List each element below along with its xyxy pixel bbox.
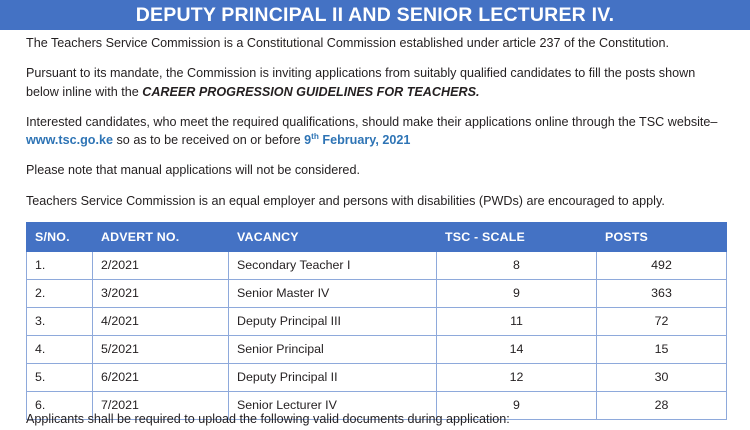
cell-vacancy: Secondary Teacher I bbox=[229, 251, 437, 279]
adverts-table bbox=[26, 222, 727, 420]
column-header-sno: S/NO. bbox=[27, 222, 93, 251]
cell-sno: 5. bbox=[27, 363, 93, 391]
cell-sno: 6. bbox=[27, 391, 93, 419]
header-banner bbox=[0, 0, 750, 30]
cell-tsc-scale: 9 bbox=[437, 391, 597, 419]
mandate-text: Pursuant to its mandate, the Commission is inviting applications from suitably qualified candidates to fill the posts shown below inline with the bbox=[26, 66, 696, 99]
cell-posts: 72 bbox=[597, 307, 727, 335]
cell-tsc-scale: 12 bbox=[437, 363, 597, 391]
cell-posts: 363 bbox=[597, 279, 727, 307]
equal-employer-note: Teachers Service Commission is an equal employer and persons with disabilities (PWDs) are encouraged to apply. bbox=[26, 193, 665, 208]
cell-advert-no: 7/2021 bbox=[93, 391, 229, 419]
deadline-month-year: February, 2021 bbox=[318, 133, 411, 148]
cell-vacancy: Senior Master IV bbox=[229, 279, 437, 307]
column-header-tsc-scale: TSC - SCALE bbox=[437, 222, 597, 251]
cell-posts: 492 bbox=[597, 251, 727, 279]
cell-vacancy: Deputy Principal II bbox=[229, 363, 437, 391]
document-body bbox=[26, 34, 726, 420]
intro-paragraph: The Teachers Service Commission is a Constitutional Commission established under article 237 of the Constitution. bbox=[26, 36, 670, 50]
cell-sno: 3. bbox=[27, 307, 93, 335]
cell-vacancy: Senior Principal bbox=[229, 335, 437, 363]
cell-tsc-scale: 14 bbox=[437, 335, 597, 363]
documents-upload-note: Applicants shall be required to upload the following valid documents during application: bbox=[26, 412, 510, 426]
cell-posts: 30 bbox=[597, 363, 727, 391]
manual-applications-note: Please note that manual applications will not be considered. bbox=[26, 163, 360, 178]
deadline-day-suffix: th bbox=[311, 132, 319, 141]
column-header-posts: POSTS bbox=[597, 222, 727, 251]
cell-advert-no: 3/2021 bbox=[93, 279, 229, 307]
table-row bbox=[27, 307, 727, 335]
cell-advert-no: 4/2021 bbox=[93, 307, 229, 335]
banner-title: DEPUTY PRINCIPAL II AND SENIOR LECTURER IV. bbox=[135, 4, 615, 27]
table-header-row bbox=[27, 222, 727, 251]
mandate-paragraph bbox=[26, 64, 726, 101]
table-row bbox=[27, 251, 727, 279]
deadline-lead-text: so as to be received on or before bbox=[113, 133, 305, 148]
table-row bbox=[27, 279, 727, 307]
cell-sno: 2. bbox=[27, 279, 93, 307]
cell-posts: 28 bbox=[597, 391, 727, 419]
table-row bbox=[27, 335, 727, 363]
column-header-advert-no: ADVERT NO. bbox=[93, 222, 229, 251]
table-row bbox=[27, 363, 727, 391]
cell-advert-no: 5/2021 bbox=[93, 335, 229, 363]
cell-tsc-scale: 9 bbox=[437, 279, 597, 307]
cell-sno: 4. bbox=[27, 335, 93, 363]
column-header-vacancy: VACANCY bbox=[229, 222, 437, 251]
tsc-website-link[interactable]: www.tsc.go.ke bbox=[26, 133, 114, 148]
cell-vacancy: Deputy Principal III bbox=[229, 307, 437, 335]
cell-vacancy: Senior Lecturer IV bbox=[229, 391, 437, 419]
application-text: Interested candidates, who meet the required qualifications, should make their applications online through the TSC website– bbox=[26, 114, 718, 129]
cell-posts: 15 bbox=[597, 335, 727, 363]
career-guidelines-emphasis: CAREER PROGRESSION GUIDELINES FOR TEACHERS. bbox=[142, 84, 480, 99]
cell-tsc-scale: 11 bbox=[437, 307, 597, 335]
cell-advert-no: 2/2021 bbox=[93, 251, 229, 279]
cell-advert-no: 6/2021 bbox=[93, 363, 229, 391]
deadline-date bbox=[304, 133, 410, 147]
application-paragraph bbox=[26, 113, 726, 150]
deadline-day: 9 bbox=[304, 133, 312, 148]
cell-sno: 1. bbox=[27, 251, 93, 279]
cell-tsc-scale: 8 bbox=[437, 251, 597, 279]
